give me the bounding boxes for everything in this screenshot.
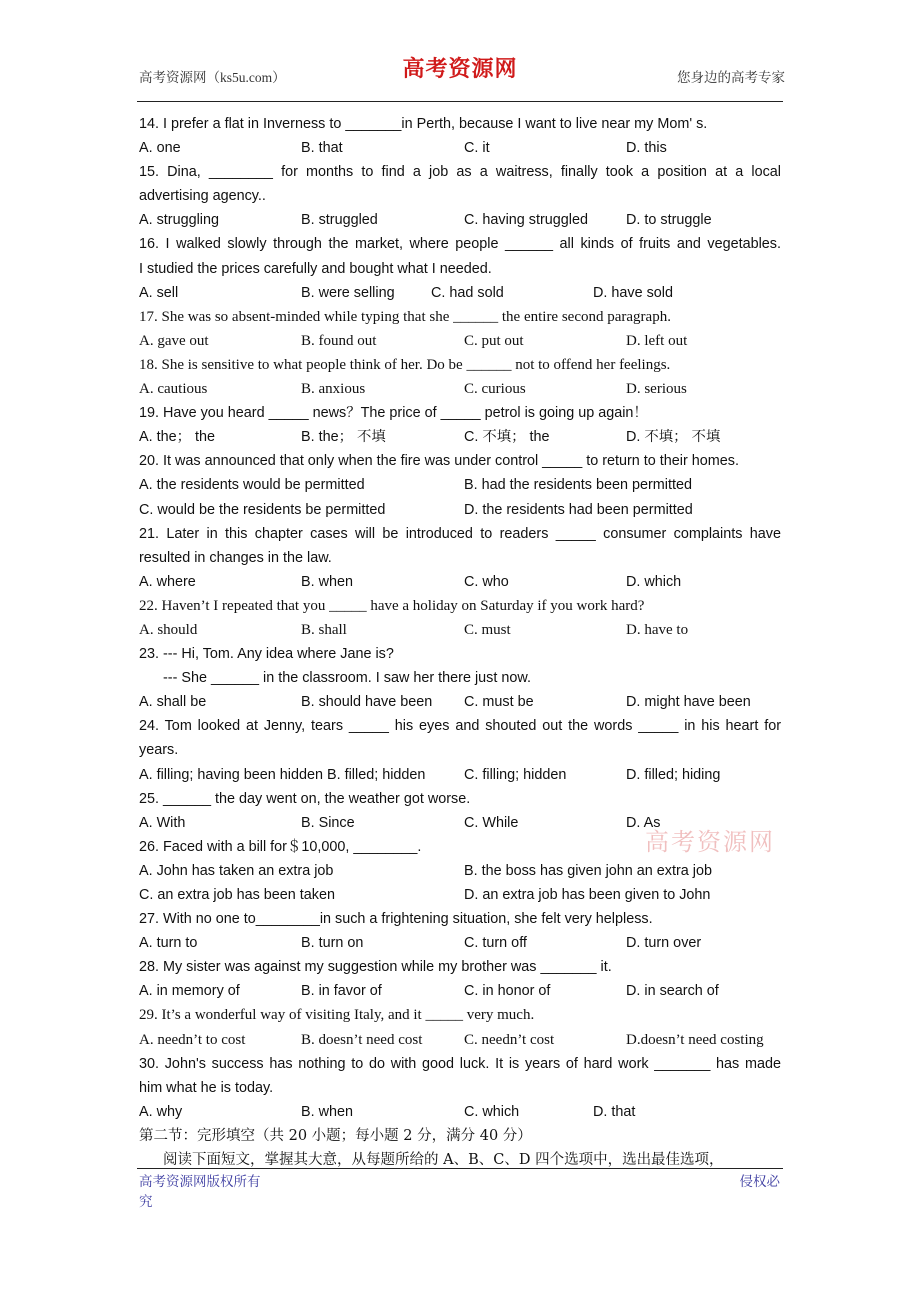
- option-c: C. 不填； the: [464, 429, 550, 446]
- option-b: B. found out: [301, 332, 377, 349]
- watermark: 高考资源网: [645, 828, 775, 856]
- question-27-options: [139, 931, 781, 955]
- option-c: C. filling; hidden: [464, 766, 567, 783]
- question-30-stem-cont: him what he is today.: [139, 1079, 274, 1096]
- question-30-options: [139, 1100, 781, 1124]
- option-c: C. which: [464, 1103, 520, 1120]
- footer-copyright-cont: 究: [139, 1194, 153, 1209]
- question-19-stem: 19. Have you heard _____ news？The price of _____ petrol is going up again！: [139, 405, 648, 422]
- footer-left: [139, 1172, 269, 1212]
- question-24-stem-cont: years.: [139, 742, 179, 759]
- option-b: B. the； 不填: [301, 429, 386, 446]
- option-ab: A. filling; having been hidden B. filled; hidden: [139, 766, 426, 783]
- question-29-options: [139, 1028, 781, 1052]
- option-a: A. the residents would be permitted: [139, 477, 365, 494]
- option-a: A. why: [139, 1103, 183, 1120]
- option-b: B. anxious: [301, 381, 366, 398]
- option-c: C. must be: [464, 694, 534, 711]
- option-d: D. filled; hiding: [626, 766, 721, 783]
- option-d: D.doesn’t need costing: [626, 1031, 764, 1048]
- option-a: A. sell: [139, 284, 179, 301]
- option-d: D. As: [626, 814, 661, 831]
- question-15-options: [139, 208, 781, 232]
- question-list: [139, 112, 781, 1172]
- option-c: C. it: [464, 140, 490, 157]
- option-c: C. had sold: [431, 284, 504, 301]
- footer-divider: [137, 1168, 783, 1169]
- question-14-options: [139, 136, 781, 160]
- option-b: B. when: [301, 573, 353, 590]
- question-15-stem: 15. Dina, ________ for months to find a job as a waitress, finally took a position at a local: [139, 164, 781, 181]
- header-logo: 高考资源网: [402, 56, 518, 82]
- option-b: B. that: [301, 140, 343, 157]
- header-left: 高考资源网（ks5u.com）: [139, 70, 286, 85]
- option-a: A. struggling: [139, 212, 219, 229]
- question-26-options-ab: [139, 859, 781, 883]
- option-b: B. were selling: [301, 284, 395, 301]
- question-29-stem: 29. It’s a wonderful way of visiting Italy, and it _____ very much.: [139, 1007, 535, 1024]
- option-a: A. John has taken an extra job: [139, 862, 334, 879]
- option-a: A. where: [139, 573, 196, 590]
- option-d: D. serious: [626, 381, 687, 398]
- option-b: B. had the residents been permitted: [464, 477, 692, 494]
- section-title: 第二节：完形填空（共 20 小题；每小题 2 分，满分 40 分）: [139, 1127, 532, 1144]
- question-24-stem: 24. Tom looked at Jenny, tears _____ his eyes and shouted out the words _____ in his heart for: [139, 718, 781, 735]
- option-c: C. would be the residents be permitted: [139, 501, 386, 518]
- question-27-stem: 27. With no one to________in such a frightening situation, she felt very helpless.: [139, 911, 653, 928]
- option-c: C. in honor of: [464, 983, 551, 1000]
- option-b: B. struggled: [301, 212, 378, 229]
- question-21-stem: 21. Later in this chapter cases will be introduced to readers _____ consumer complaints have: [139, 525, 781, 542]
- option-d: D. might have been: [626, 694, 751, 711]
- option-b: B. turn on: [301, 935, 364, 952]
- option-c: C. needn’t cost: [464, 1031, 555, 1048]
- option-d: D. that: [593, 1103, 636, 1120]
- question-16-options: [139, 281, 781, 305]
- option-a: A. cautious: [139, 381, 208, 398]
- option-a: A. turn to: [139, 935, 198, 952]
- question-21-stem-cont: resulted in changes in the law.: [139, 549, 332, 566]
- question-26-options-cd: [139, 883, 781, 907]
- option-c: C. an extra job has been taken: [139, 887, 336, 903]
- question-28-options: [139, 979, 781, 1003]
- question-22-options: [139, 618, 781, 642]
- option-c: C. must: [464, 621, 511, 638]
- option-b: B. Since: [301, 814, 355, 831]
- question-24-options: [139, 763, 781, 787]
- question-15-stem-cont: advertising agency..: [139, 188, 266, 205]
- option-c: C. curious: [464, 381, 526, 398]
- option-c: C. turn off: [464, 935, 527, 952]
- question-22-stem: 22. Haven’t I repeated that you _____ have a holiday on Saturday if you work hard?: [139, 597, 645, 614]
- option-d: D. turn over: [626, 935, 702, 952]
- question-23-stem: 23. --- Hi, Tom. Any idea where Jane is?: [139, 646, 394, 663]
- question-23-stem-cont: --- She ______ in the classroom. I saw her there just now.: [163, 670, 531, 687]
- question-20-options-cd: [139, 498, 781, 522]
- question-28-stem: 28. My sister was against my suggestion while my brother was _______ it.: [139, 959, 612, 976]
- option-c: C. having struggled: [464, 212, 588, 229]
- header-divider: [137, 101, 783, 102]
- option-d: D. left out: [626, 332, 688, 349]
- question-18-stem: 18. She is sensitive to what people think of her. Do be ______ not to offend her feelings.: [139, 356, 671, 373]
- option-c: C. While: [464, 814, 519, 831]
- option-a: A. should: [139, 621, 198, 638]
- option-d: D. have to: [626, 621, 689, 638]
- question-19-options: [139, 425, 781, 449]
- option-d: D. in search of: [626, 983, 719, 1000]
- option-d: D. this: [626, 140, 667, 157]
- question-17-stem: 17. She was so absent-minded while typing that she ______ the entire second paragraph.: [139, 308, 671, 325]
- question-20-stem: 20. It was announced that only when the fire was under control _____ to return to their homes.: [139, 453, 739, 470]
- option-b: B. doesn’t need cost: [301, 1031, 423, 1048]
- option-a: A. the； the: [139, 429, 215, 446]
- option-a: A. gave out: [139, 332, 209, 349]
- option-a: A. needn’t to cost: [139, 1031, 246, 1048]
- question-20-options-ab: [139, 473, 781, 497]
- option-a: A. one: [139, 140, 181, 157]
- option-b: B. shall: [301, 621, 347, 638]
- option-d: D. an extra job has been given to John: [464, 887, 711, 903]
- option-c: C. put out: [464, 332, 524, 349]
- option-b: B. should have been: [301, 694, 433, 711]
- header-right: 您身边的高考专家: [677, 70, 785, 85]
- footer-right: 侵权必: [739, 1174, 780, 1189]
- question-30-stem: 30. John's success has nothing to do with good luck. It is years of hard work _______ has made: [139, 1055, 781, 1072]
- option-d: D. to struggle: [626, 212, 712, 229]
- option-a: A. shall be: [139, 694, 207, 711]
- option-d: D. have sold: [593, 284, 673, 301]
- question-26-stem: 26. Faced with a bill for＄10,000, ________.: [139, 838, 422, 855]
- option-b: B. in favor of: [301, 983, 382, 1000]
- option-b: B. the boss has given john an extra job: [464, 862, 712, 879]
- footer-copyright: 高考资源网版权所有: [139, 1174, 261, 1189]
- question-23-options: [139, 690, 781, 714]
- question-17-options: [139, 329, 781, 353]
- option-b: B. when: [301, 1103, 353, 1120]
- section-intro: 阅读下面短文，掌握其大意，从每题所给的 A、B、C、D 四个选项中，选出最佳选项，: [163, 1152, 724, 1169]
- question-18-options: [139, 377, 781, 401]
- option-c: C. who: [464, 573, 509, 590]
- question-21-options: [139, 570, 781, 594]
- option-d: D. 不填； 不填: [626, 429, 721, 446]
- question-16-stem: 16. I walked slowly through the market, where people ______ all kinds of fruits and vegetables.: [139, 236, 781, 253]
- option-d: D. which: [626, 573, 682, 590]
- option-a: A. in memory of: [139, 983, 240, 1000]
- question-25-stem: 25. ______ the day went on, the weather got worse.: [139, 790, 471, 807]
- question-14-stem: 14. I prefer a flat in Inverness to _______in Perth, because I want to live near my Mom' s.: [139, 116, 708, 132]
- question-16-stem-cont: I studied the prices carefully and bought what I needed.: [139, 260, 492, 277]
- option-a: A. With: [139, 814, 186, 831]
- option-d: D. the residents had been permitted: [464, 501, 693, 518]
